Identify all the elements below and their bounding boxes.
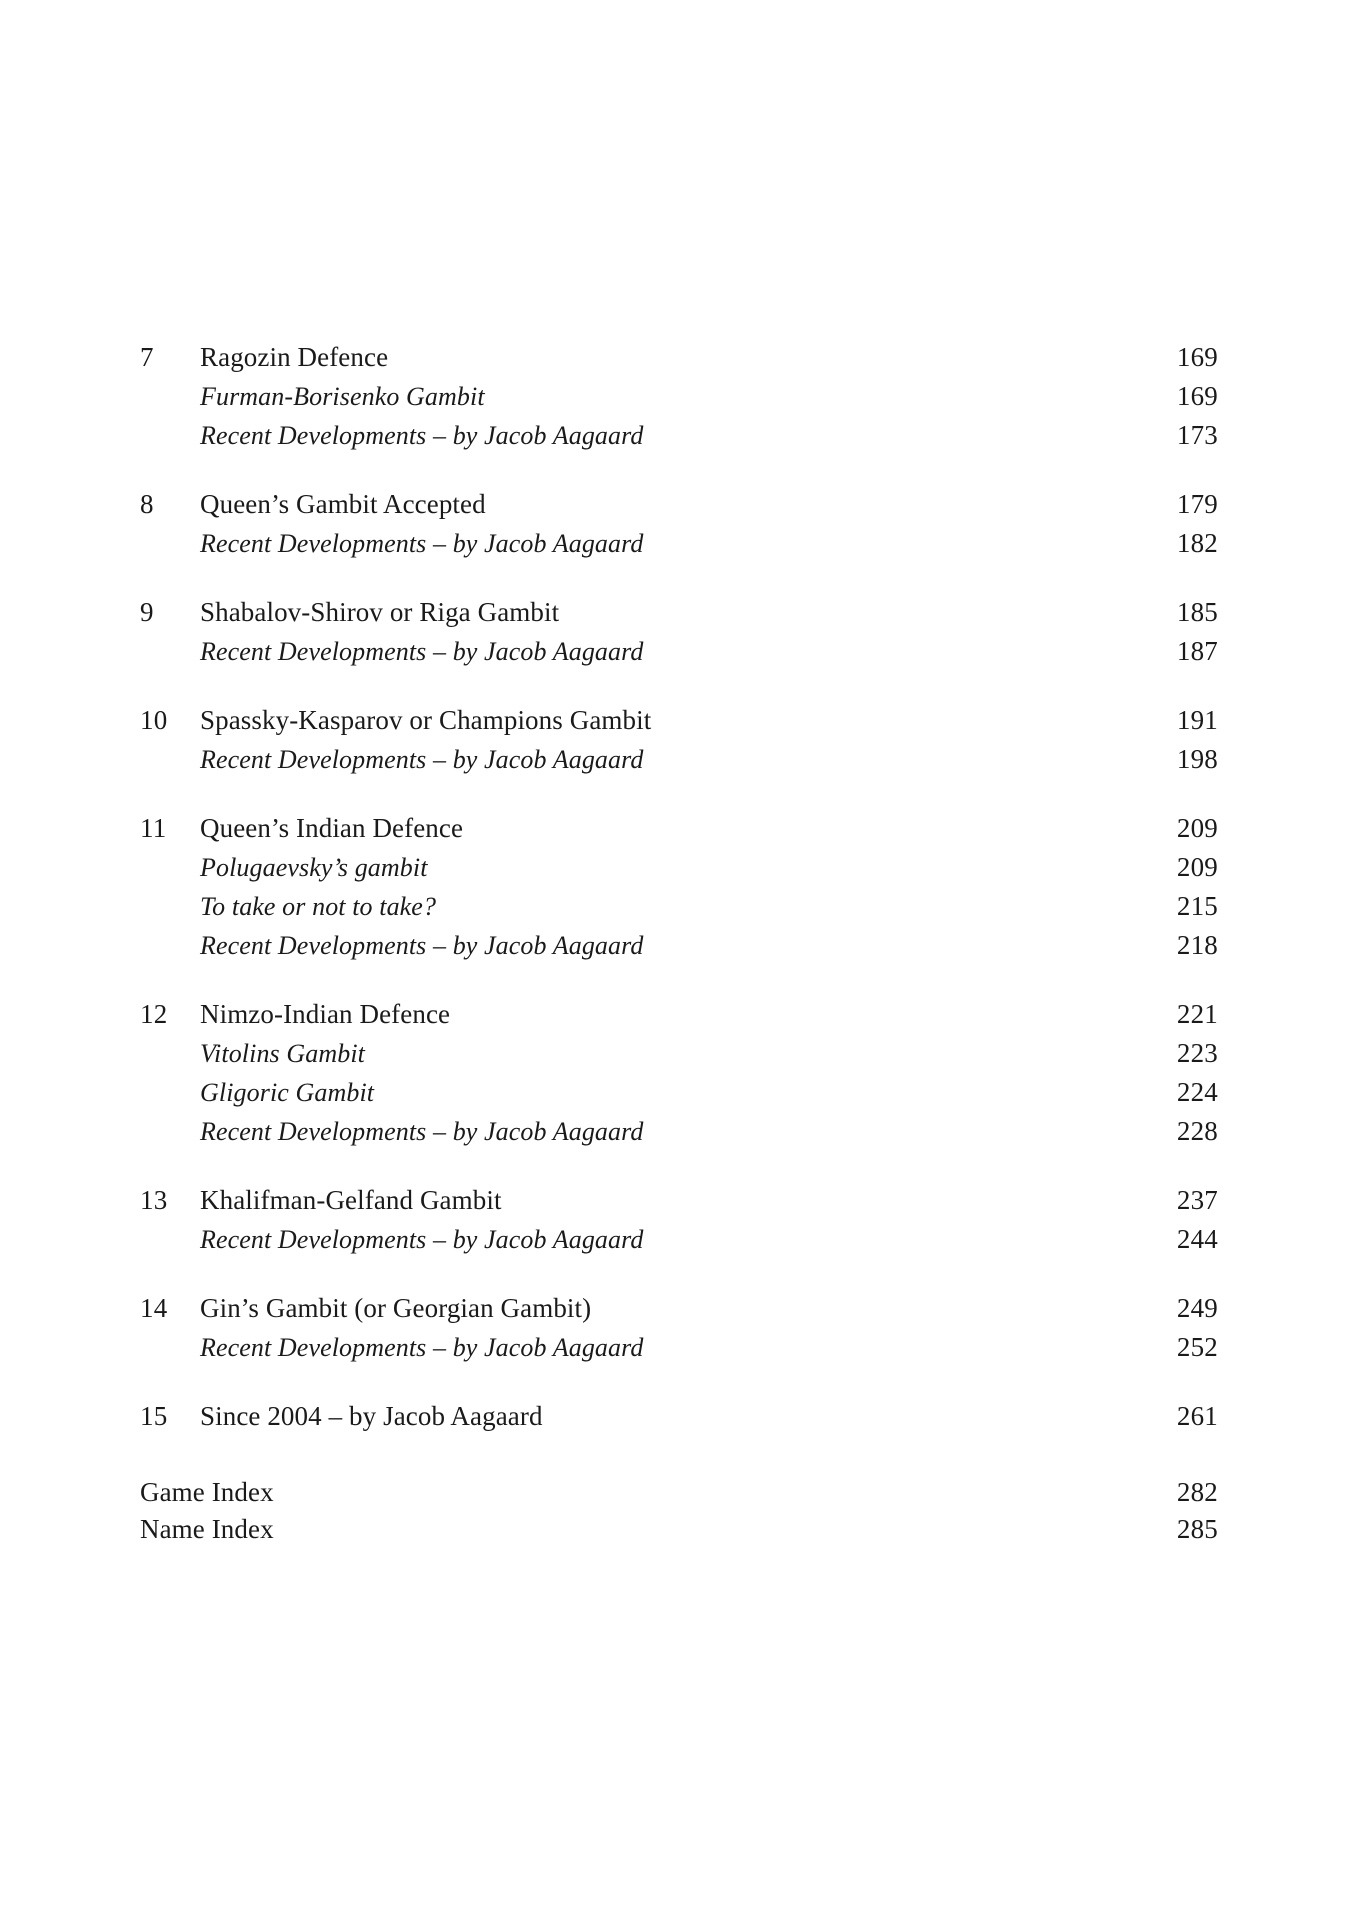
page-number: 209 — [1176, 813, 1218, 843]
page-number: 185 — [1176, 597, 1218, 627]
toc-entry-group — [140, 995, 1218, 1151]
toc-chapter-row — [140, 995, 1218, 1034]
toc-subentry-row — [140, 1112, 1218, 1151]
page-number: 228 — [1176, 1116, 1218, 1146]
toc-subentry-row — [140, 848, 1218, 887]
page-number: 221 — [1176, 999, 1218, 1029]
back-matter-group — [140, 1474, 1218, 1548]
chapter-title: Nimzo-Indian Defence — [200, 999, 451, 1029]
toc-subentry-title: Recent Developments – by Jacob Aagaard — [200, 745, 644, 774]
toc-subentry-row — [140, 1328, 1218, 1367]
chapter-number: 8 — [140, 489, 154, 519]
chapter-title: Spassky-Kasparov or Champions Gambit — [200, 705, 652, 735]
toc-entry-group — [140, 1289, 1218, 1367]
toc-subentry-row — [140, 1034, 1218, 1073]
page-number: 173 — [1176, 420, 1218, 450]
page-number: 191 — [1176, 705, 1218, 735]
page-number: 182 — [1176, 528, 1218, 558]
page-number: 249 — [1176, 1293, 1218, 1323]
page-number: 198 — [1176, 744, 1218, 774]
toc-subentry-row — [140, 524, 1218, 563]
chapter-number: 12 — [140, 999, 168, 1029]
toc-entry-group — [140, 809, 1218, 965]
chapter-number: 11 — [140, 813, 167, 843]
page-number: 285 — [1176, 1514, 1218, 1544]
page-number: 169 — [1176, 381, 1218, 411]
page-number: 224 — [1176, 1077, 1218, 1107]
chapter-title: Queen’s Indian Defence — [200, 813, 464, 843]
toc-chapter-row — [140, 485, 1218, 524]
chapter-title: Queen’s Gambit Accepted — [200, 489, 486, 519]
page-number: 209 — [1176, 852, 1218, 882]
toc-chapter-row — [140, 701, 1218, 740]
toc-entry-group — [140, 1181, 1218, 1259]
toc-subentry-row — [140, 377, 1218, 416]
page-number: 223 — [1176, 1038, 1218, 1068]
toc-subentry-title: Vitolins Gambit — [200, 1039, 365, 1068]
toc-chapter-row — [140, 809, 1218, 848]
chapter-title: Khalifman-Gelfand Gambit — [200, 1185, 502, 1215]
toc-chapter-row — [140, 593, 1218, 632]
page-number: 237 — [1176, 1185, 1218, 1215]
chapter-number: 7 — [140, 342, 154, 372]
chapter-title: Game Index — [140, 1477, 274, 1507]
toc-chapter-row — [140, 338, 1218, 377]
toc-entry-group — [140, 485, 1218, 563]
page-number: 169 — [1176, 342, 1218, 372]
toc-chapter-row — [140, 1289, 1218, 1328]
toc-subentry-title: Furman-Borisenko Gambit — [200, 382, 485, 411]
toc-subentry-title: Recent Developments – by Jacob Aagaard — [200, 529, 644, 558]
chapter-number: 9 — [140, 597, 154, 627]
toc-subentry-title: Gligoric Gambit — [200, 1078, 375, 1107]
page-number: 252 — [1176, 1332, 1218, 1362]
toc-subentry-row — [140, 416, 1218, 455]
chapter-title: Gin’s Gambit (or Georgian Gambit) — [200, 1293, 592, 1323]
toc-entry-group — [140, 593, 1218, 671]
page-number: 215 — [1176, 891, 1218, 921]
back-matter-row — [140, 1511, 1218, 1548]
table-of-contents — [140, 338, 1218, 1548]
toc-subentry-title: Recent Developments – by Jacob Aagaard — [200, 1117, 644, 1146]
toc-entry-group — [140, 338, 1218, 455]
toc-subentry-title: Recent Developments – by Jacob Aagaard — [200, 931, 644, 960]
chapter-number: 13 — [140, 1185, 168, 1215]
toc-subentry-row — [140, 740, 1218, 779]
page-number: 179 — [1176, 489, 1218, 519]
chapter-title: Name Index — [140, 1514, 274, 1544]
page-number: 261 — [1176, 1401, 1218, 1431]
toc-subentry-title: Recent Developments – by Jacob Aagaard — [200, 1333, 644, 1362]
page-number: 244 — [1176, 1224, 1218, 1254]
chapter-title: Since 2004 – by Jacob Aagaard — [200, 1401, 543, 1431]
page-number: 218 — [1176, 930, 1218, 960]
toc-subentry-title: Recent Developments – by Jacob Aagaard — [200, 637, 644, 666]
chapter-number: 10 — [140, 705, 168, 735]
toc-chapter-row — [140, 1181, 1218, 1220]
chapter-title: Shabalov-Shirov or Riga Gambit — [200, 597, 560, 627]
toc-subentry-row — [140, 887, 1218, 926]
page-number: 187 — [1176, 636, 1218, 666]
back-matter-row — [140, 1474, 1218, 1511]
toc-entry-group — [140, 701, 1218, 779]
toc-subentry-title: Recent Developments – by Jacob Aagaard — [200, 1225, 644, 1254]
toc-subentry-row — [140, 926, 1218, 965]
chapter-number: 15 — [140, 1401, 168, 1431]
toc-subentry-row — [140, 1220, 1218, 1259]
toc-subentry-row — [140, 632, 1218, 671]
toc-entry-group — [140, 1397, 1218, 1436]
page-number: 282 — [1176, 1477, 1218, 1507]
toc-subentry-row — [140, 1073, 1218, 1112]
chapter-number: 14 — [140, 1293, 168, 1323]
toc-subentry-title: Polugaevsky’s gambit — [200, 853, 428, 882]
toc-chapter-row — [140, 1397, 1218, 1436]
toc-subentry-title: Recent Developments – by Jacob Aagaard — [200, 421, 644, 450]
chapter-title: Ragozin Defence — [200, 342, 389, 372]
toc-subentry-title: To take or not to take? — [200, 892, 437, 921]
